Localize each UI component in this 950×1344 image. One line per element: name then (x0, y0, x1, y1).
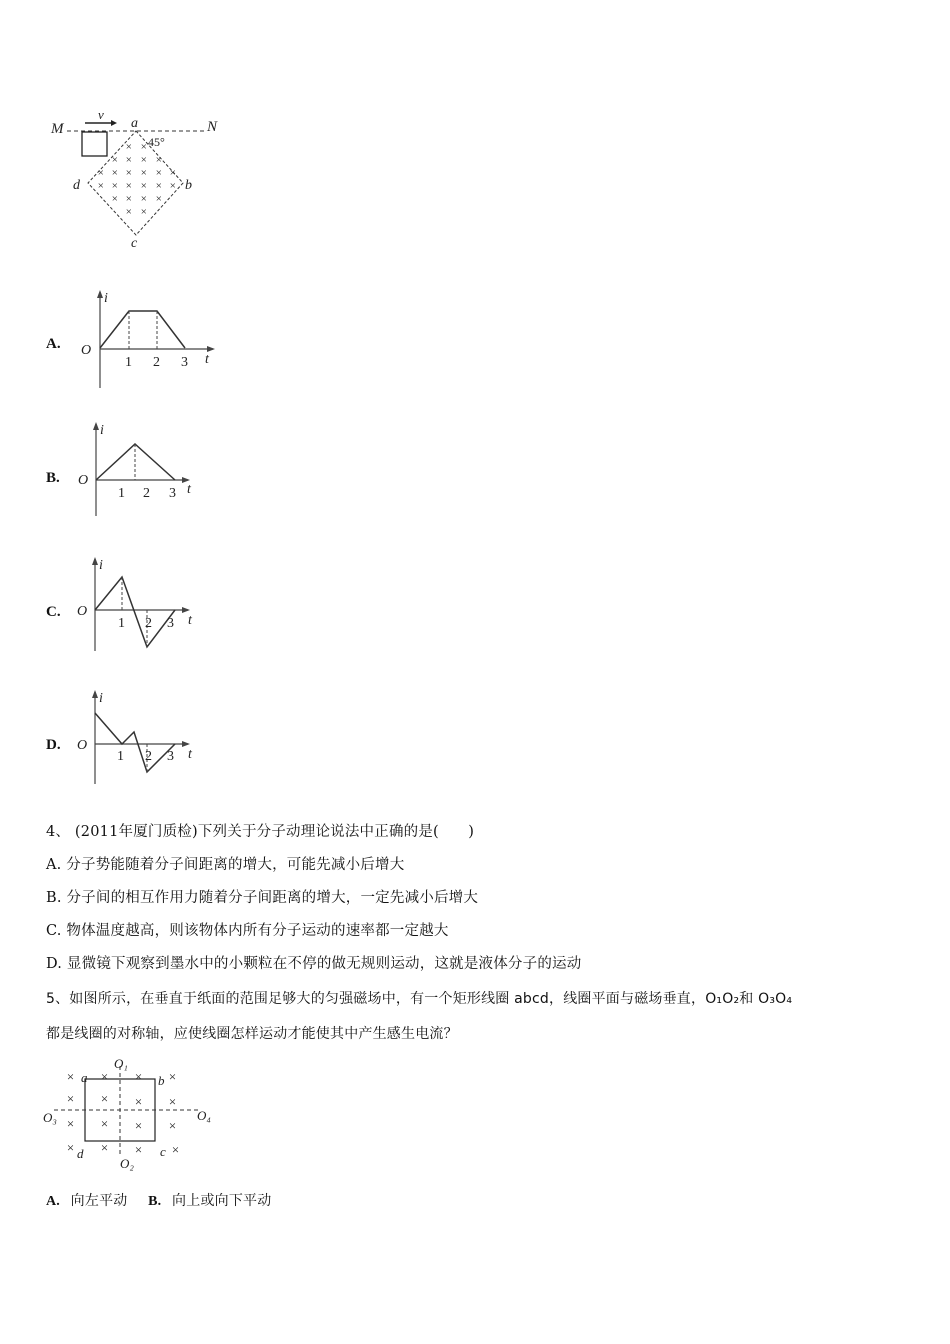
svg-text:×: × (155, 154, 163, 166)
q4-option-a: A. 分子势能随着分子间距离的增大，可能先减小后增大 (46, 857, 405, 873)
svg-text:M: M (51, 121, 64, 137)
svg-text:i: i (99, 691, 103, 706)
q5-stem-line1: 5、如图所示，在垂直于纸面的范围足够大的匀强磁场中，有一个矩形线圈 abcd，线圈平面与磁场垂直，O₁O₂和 O₃O₄ (46, 991, 793, 1007)
svg-text:a: a (131, 116, 138, 131)
svg-text:×: × (111, 154, 119, 166)
svg-text:×: × (125, 141, 133, 153)
magnetic-field-diamond-figure (45, 105, 225, 250)
q5-answer-b-label: B. (148, 1194, 162, 1209)
svg-text:×: × (134, 1118, 143, 1133)
q4-option-d: D. 显微镜下观察到墨水中的小颗粒在不停的做无规则运动，这就是液体分子的运动 (46, 956, 582, 972)
svg-text:×: × (140, 180, 148, 192)
svg-text:×: × (66, 1140, 75, 1155)
svg-text:×: × (100, 1116, 109, 1131)
svg-text:t: t (187, 482, 191, 497)
svg-text:×: × (168, 1094, 177, 1109)
svg-text:i: i (104, 291, 108, 306)
svg-text:v: v (98, 107, 104, 122)
svg-text:O: O (77, 738, 88, 753)
graph-b (75, 420, 225, 520)
svg-text:45°: 45° (148, 135, 165, 149)
q5-stem-line2: 都是线圈的对称轴，应使线圈怎样运动才能使其中产生感生电流？ (46, 1026, 458, 1042)
svg-text:×: × (134, 1094, 143, 1109)
svg-text:3: 3 (167, 749, 174, 764)
svg-text:b: b (158, 1073, 165, 1088)
svg-text:×: × (125, 180, 133, 192)
svg-text:×: × (111, 180, 119, 192)
q5-answer-a-text: 向左平动 (70, 1193, 128, 1209)
svg-text:×: × (168, 1069, 177, 1084)
svg-text:t: t (205, 352, 209, 367)
svg-text:b: b (185, 178, 192, 193)
svg-text:2: 2 (145, 616, 152, 631)
q5-answer-a-label: A. (46, 1194, 61, 1209)
svg-text:×: × (100, 1091, 109, 1106)
svg-text:1: 1 (125, 355, 132, 370)
option-a-label: A. (46, 336, 61, 352)
svg-text:×: × (140, 167, 148, 179)
svg-text:×: × (100, 1140, 109, 1155)
svg-text:O₄: O₄ (197, 1108, 211, 1123)
option-d-label: D. (46, 737, 61, 753)
svg-text:t: t (188, 613, 192, 628)
svg-text:d: d (77, 1146, 84, 1161)
option-b-label: B. (46, 470, 60, 486)
svg-text:i: i (99, 558, 103, 573)
svg-text:O: O (78, 473, 89, 488)
svg-text:×: × (125, 167, 133, 179)
svg-text:×: × (140, 141, 148, 153)
q4-stem: 4、 (2011年厦门质检)下列关于分子动理论说法中正确的是( ) (46, 824, 475, 840)
svg-text:O₂: O₂ (120, 1156, 134, 1171)
svg-text:t: t (188, 747, 192, 762)
svg-text:×: × (140, 206, 148, 218)
svg-text:3: 3 (169, 486, 176, 501)
svg-text:1: 1 (117, 749, 124, 764)
svg-text:×: × (111, 193, 119, 205)
svg-text:×: × (97, 180, 105, 192)
svg-text:2: 2 (145, 749, 152, 764)
svg-text:×: × (125, 193, 133, 205)
svg-text:×: × (125, 154, 133, 166)
q4-option-b: B. 分子间的相互作用力随着分子间距离的增大，一定先减小后增大 (46, 890, 479, 906)
svg-text:O₃: O₃ (43, 1110, 57, 1125)
svg-text:O: O (77, 604, 88, 619)
svg-text:N: N (207, 119, 218, 135)
svg-text:×: × (66, 1069, 75, 1084)
rectangular-coil-figure (40, 1052, 230, 1177)
svg-text:×: × (169, 180, 177, 192)
svg-text:O₁: O₁ (114, 1056, 128, 1071)
svg-text:×: × (111, 167, 119, 179)
svg-text:×: × (66, 1091, 75, 1106)
svg-text:×: × (155, 180, 163, 192)
svg-text:c: c (160, 1144, 166, 1159)
svg-text:×: × (97, 167, 105, 179)
svg-text:O: O (81, 343, 92, 358)
svg-text:×: × (155, 167, 163, 179)
svg-text:×: × (155, 193, 163, 205)
svg-text:d: d (73, 178, 80, 193)
svg-text:×: × (171, 1142, 180, 1157)
graph-c (75, 555, 225, 655)
svg-text:×: × (134, 1142, 143, 1157)
svg-text:3: 3 (181, 355, 188, 370)
svg-text:c: c (131, 236, 138, 250)
graph-a (75, 288, 225, 393)
svg-text:×: × (134, 1069, 143, 1084)
option-c-label: C. (46, 604, 61, 620)
svg-text:i: i (100, 423, 104, 438)
graph-d (75, 688, 225, 788)
svg-text:×: × (168, 1118, 177, 1133)
svg-text:×: × (125, 206, 133, 218)
svg-text:1: 1 (118, 616, 125, 631)
q5-answer-b-text: 向上或向下平动 (172, 1193, 272, 1209)
svg-text:×: × (169, 167, 177, 179)
q5-answers (46, 1190, 271, 1210)
svg-text:2: 2 (153, 355, 160, 370)
svg-text:×: × (66, 1116, 75, 1131)
svg-text:1: 1 (118, 486, 125, 501)
svg-text:×: × (100, 1069, 109, 1084)
q4-option-c: C. 物体温度越高，则该物体内所有分子运动的速率都一定越大 (46, 923, 449, 939)
svg-text:×: × (140, 154, 148, 166)
svg-text:3: 3 (167, 616, 174, 631)
svg-text:2: 2 (143, 486, 150, 501)
svg-text:×: × (140, 193, 148, 205)
svg-text:a: a (81, 1070, 88, 1085)
